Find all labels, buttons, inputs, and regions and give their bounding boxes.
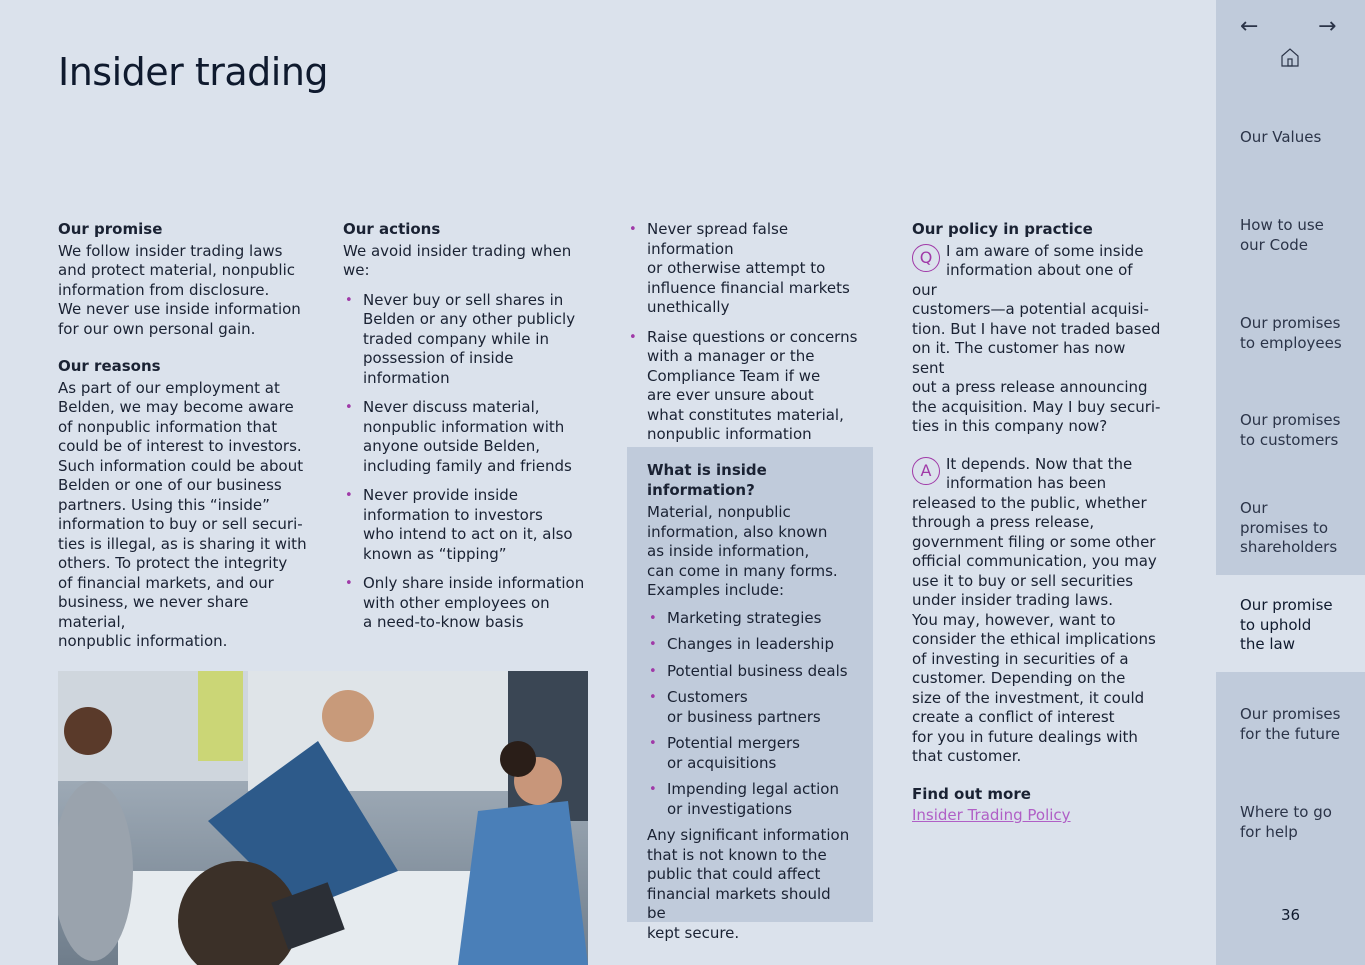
sidebar-item-label: Our promises — [1240, 705, 1341, 723]
bullet-text-line: or business partners — [667, 707, 821, 726]
inside-info-list — [647, 609, 853, 820]
inside-info-item — [647, 780, 853, 819]
bullet-text-line: who intend to act on it, also — [363, 525, 573, 543]
home-icon[interactable] — [1279, 46, 1301, 68]
text-line: can come in many forms. — [647, 561, 838, 580]
reasons-text — [58, 379, 308, 652]
actions-intro: We avoid insider trading when we: — [343, 241, 572, 279]
inside-info-outro — [647, 826, 853, 943]
text-line: partners. Using this “inside” — [58, 495, 270, 514]
page-title: Insider trading — [58, 50, 329, 94]
bullet-text-line: • Never spread false information — [647, 220, 789, 258]
sidebar-item-label: shareholders — [1240, 538, 1338, 556]
sidebar-item-label: Our promises — [1240, 411, 1341, 429]
actions-continued-column — [627, 220, 877, 455]
action-item — [343, 398, 595, 476]
text-line: out a press release announcing — [912, 378, 1148, 396]
sidebar-item-label: Our promise — [1240, 596, 1333, 614]
prev-page-icon[interactable]: ← — [1240, 14, 1259, 39]
text-line: information, also known — [647, 522, 828, 541]
sidebar-item[interactable] — [1216, 314, 1365, 353]
inside-info-item — [647, 662, 853, 682]
text-line: official communication, you may — [912, 552, 1157, 570]
next-page-icon[interactable]: → — [1318, 14, 1337, 39]
sidebar-item-label: promises to — [1240, 518, 1329, 537]
text-line: information about one of our — [912, 261, 1133, 299]
text-line: for our own personal gain. — [58, 319, 256, 338]
text-line: of investing in securities of a — [912, 649, 1129, 668]
text-line: released to the public, whether — [912, 493, 1147, 512]
meeting-photo — [58, 671, 588, 965]
bullet-text-line: • Never provide inside — [363, 486, 518, 504]
bullet-text-line: what constitutes material, — [647, 405, 844, 424]
sidebar-item[interactable] — [1216, 216, 1365, 255]
bullet-text-line: possession of inside information — [363, 349, 514, 387]
question-block — [912, 242, 1162, 437]
bullet-text-line: with a manager or the — [647, 347, 815, 365]
question-badge: Q — [912, 244, 940, 272]
answer-text — [912, 455, 1162, 767]
text-line: under insider trading laws. — [912, 591, 1113, 609]
actions-heading: Our actions — [343, 220, 441, 238]
text-line: Examples include: — [647, 581, 785, 599]
sidebar-item-label: the law — [1240, 635, 1296, 653]
text-line: Material, nonpublic — [647, 503, 791, 521]
text-line: of nonpublic information that — [58, 417, 278, 436]
text-line: Belden or one of our business — [58, 476, 282, 494]
sidebar-item-label: for the future — [1240, 724, 1341, 743]
text-line: as inside information, — [647, 542, 810, 560]
inside-info-item — [647, 734, 853, 773]
action-item — [343, 291, 595, 389]
answer-block — [912, 455, 1162, 767]
text-line: You may, however, want to — [912, 610, 1116, 629]
text-line: others. To protect the integrity — [58, 554, 288, 572]
action-item — [627, 328, 877, 445]
text-line: We follow insider trading laws — [58, 241, 283, 260]
text-line: the acquisition. May I buy securi- — [912, 397, 1161, 416]
bullet-text-line: • Marketing strategies — [667, 608, 822, 627]
text-line: As part of our employment at — [58, 378, 280, 397]
text-line: It depends. Now that the — [946, 454, 1133, 473]
inside-info-item — [647, 609, 853, 629]
sidebar — [1216, 0, 1365, 965]
sidebar-item-label: Our — [1240, 499, 1268, 517]
text-line: information has been — [946, 474, 1107, 492]
action-item — [627, 220, 877, 318]
bullet-text-line: • Potential mergers — [667, 734, 800, 752]
bullet-text-line: information to investors — [363, 505, 543, 524]
text-line: use it to buy or sell securities — [912, 571, 1134, 590]
text-line: business, we never share material, — [58, 593, 249, 631]
sidebar-item-label: to employees — [1240, 333, 1342, 352]
sidebar-item[interactable] — [1216, 499, 1365, 558]
bullet-text-line: • Customers — [667, 688, 748, 706]
promise-column — [58, 220, 308, 652]
bullet-text-line: • Never discuss material, — [363, 398, 540, 416]
text-line: on it. The customer has now sent — [912, 339, 1126, 377]
text-line: Any significant information — [647, 826, 850, 844]
bullet-text-line: including family and friends — [363, 456, 572, 475]
bullet-text-line: anyone outside Belden, — [363, 437, 541, 455]
bullet-text-line: or otherwise attempt to — [647, 259, 826, 277]
policy-heading: Our policy in practice — [912, 220, 1093, 238]
actions-continued-list — [627, 220, 877, 445]
text-line: Belden, we may become aware — [58, 398, 294, 416]
sidebar-item-label: Our Values — [1240, 128, 1322, 146]
bullet-text-line: • Raise questions or concerns — [647, 327, 858, 346]
text-line: We never use inside information — [58, 300, 301, 318]
text-line: of financial markets, and our — [58, 573, 274, 592]
text-line: could be of interest to investors. — [58, 437, 302, 455]
text-line: through a press release, — [912, 513, 1095, 531]
bullet-text-line: known as “tipping” — [363, 544, 507, 563]
sidebar-item-label: to uphold — [1240, 615, 1312, 634]
text-line: tion. But I have not traded based — [912, 319, 1161, 338]
action-item — [343, 574, 595, 633]
text-line: Such information could be about — [58, 456, 304, 475]
actions-column — [343, 220, 595, 643]
promise-text — [58, 242, 308, 340]
bullet-text-line: • Only share inside information — [363, 574, 585, 592]
text-line: customer. Depending on the — [912, 669, 1126, 687]
sidebar-item[interactable] — [1216, 803, 1365, 842]
promise-heading: Our promise — [58, 220, 163, 238]
sidebar-item-label: Our promises — [1240, 314, 1341, 332]
bullet-text-line: Compliance Team if we — [647, 366, 821, 385]
sidebar-item-label: for help — [1240, 822, 1298, 841]
sidebar-item[interactable] — [1216, 705, 1365, 744]
sidebar-item[interactable] — [1216, 128, 1365, 148]
inside-info-intro — [647, 503, 853, 601]
text-line: ties in this company now? — [912, 417, 1108, 435]
reasons-heading: Our reasons — [58, 357, 161, 375]
text-line: customers—a potential acquisi- — [912, 300, 1149, 318]
bullet-text-line: a need-to-know basis — [363, 613, 524, 631]
text-line: for you in future dealings with — [912, 727, 1138, 746]
bullet-text-line: nonpublic information — [647, 425, 812, 443]
sidebar-item-label: Where to go — [1240, 803, 1332, 821]
page-number: 36 — [1280, 906, 1301, 924]
bullet-text-line: • Changes in leadership — [667, 635, 834, 653]
sidebar-item[interactable] — [1216, 575, 1365, 672]
bullet-text-line: • Never buy or sell shares in — [363, 290, 564, 309]
answer-badge: A — [912, 457, 940, 485]
text-line: that customer. — [912, 747, 1022, 765]
text-line: kept secure. — [647, 923, 740, 942]
text-line: that is not known to the — [647, 845, 827, 864]
bullet-text-line: influence financial markets — [647, 278, 850, 297]
inside-information-box — [627, 447, 873, 942]
bullet-text-line: • Impending legal action — [667, 780, 839, 798]
text-line: size of the investment, it could — [912, 688, 1145, 707]
text-line: government filing or some other — [912, 532, 1156, 551]
text-line: public that could affect — [647, 865, 821, 883]
bullet-text-line: with other employees on — [363, 593, 550, 612]
bullet-text-line: nonpublic information with — [363, 417, 565, 436]
text-line: information from disclosure. — [58, 280, 270, 299]
text-line: information to buy or sell securi- — [58, 515, 303, 533]
inside-info-item — [647, 635, 853, 655]
actions-list — [343, 291, 595, 633]
sidebar-item-label: our Code — [1240, 235, 1309, 254]
inside-info-item — [647, 688, 853, 727]
inside-info-heading: What is inside information? — [647, 461, 767, 499]
bullet-text-line: unethically — [647, 298, 730, 316]
bullet-text-line: traded company while in — [363, 329, 549, 348]
nav-arrows — [1216, 10, 1365, 66]
text-line: and protect material, nonpublic — [58, 261, 295, 279]
sidebar-item-label: How to use — [1240, 216, 1324, 234]
bullet-text-line: are ever unsure about — [647, 386, 814, 404]
sidebar-item-label: to customers — [1240, 430, 1339, 449]
bullet-text-line: Belden or any other publicly — [363, 310, 576, 328]
text-line: create a conflict of interest — [912, 708, 1115, 726]
text-line: consider the ethical implications — [912, 630, 1156, 648]
find-out-more-heading: Find out more — [912, 784, 1031, 803]
bullet-text-line: or acquisitions — [667, 753, 777, 772]
question-text — [912, 242, 1162, 437]
text-line: ties is illegal, as is sharing it with — [58, 534, 307, 553]
text-line: I am aware of some inside — [946, 241, 1144, 260]
text-line: nonpublic information. — [58, 632, 228, 650]
policy-column — [912, 220, 1162, 826]
text-line: financial markets should be — [647, 884, 831, 922]
insider-trading-policy-link[interactable]: Insider Trading Policy — [912, 806, 1071, 824]
bullet-text-line: or investigations — [667, 799, 793, 818]
sidebar-item[interactable] — [1216, 411, 1365, 450]
bullet-text-line: • Potential business deals — [667, 661, 848, 680]
action-item — [343, 486, 595, 564]
